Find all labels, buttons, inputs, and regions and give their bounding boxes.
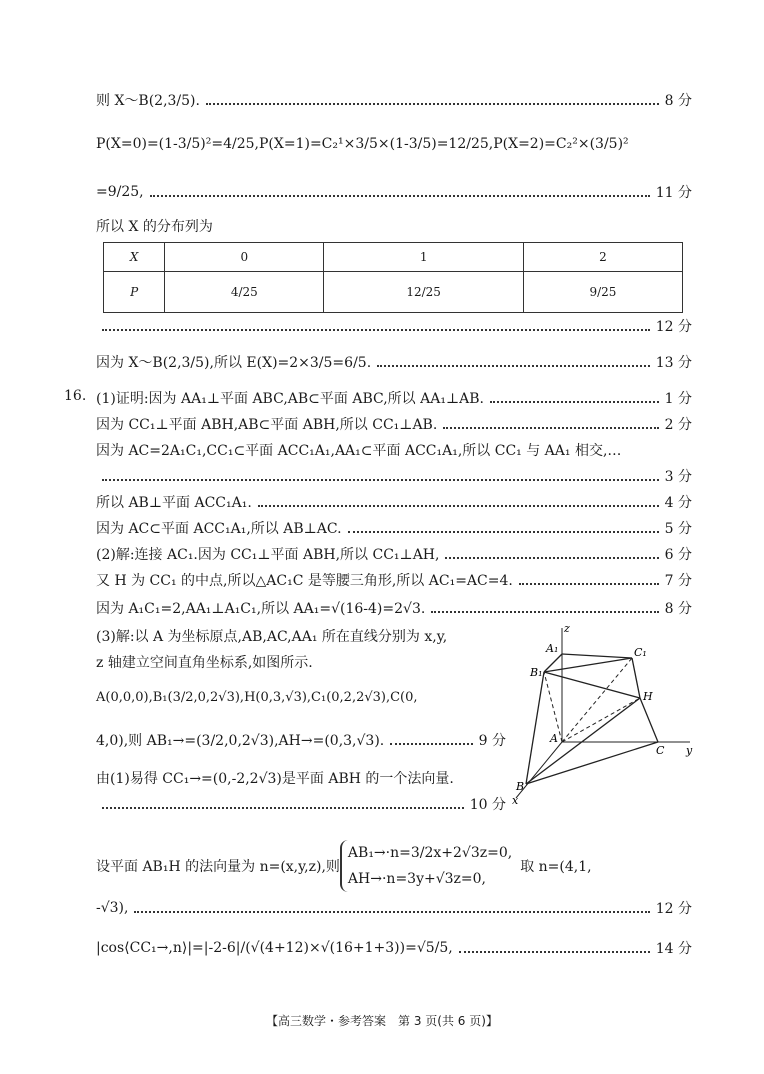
line-text: 所以 X 的分布列为 [96, 219, 213, 235]
score: 11 分 [655, 185, 692, 201]
label-a: A [550, 732, 558, 745]
table-cell: 9/25 [523, 272, 682, 313]
score: 2 分 [664, 417, 692, 433]
line-plane-normal-cont [96, 898, 692, 918]
leader-dots [150, 195, 650, 197]
score: 8 分 [664, 601, 692, 617]
edge-ac1 [562, 658, 632, 742]
score: 10 分 [469, 797, 506, 813]
line-proof-4 [96, 492, 692, 512]
label-x: x [512, 794, 519, 807]
line-coords-1 [96, 690, 516, 705]
label-b1: B₁ [530, 666, 543, 679]
table-cell: X [104, 243, 165, 272]
line-text: P(X=0)=(1-3/5)²=4/25,P(X=1)=C₂¹×3/5×(1-3/5)=12/25,P(X=2)=C₂²×(3/5)² [96, 136, 629, 152]
leader-dots [102, 479, 659, 481]
edge-bh [526, 698, 640, 784]
leader-dots [102, 329, 650, 331]
line-text: =9/25, [96, 184, 144, 200]
line-text: (3)解:以 A 为坐标原点,AB,AC,AA₁ 所在直线分别为 x,y, [96, 629, 448, 645]
score: 9 分 [478, 733, 506, 749]
score: 4 分 [664, 495, 692, 511]
line-probabilities [96, 136, 692, 152]
line-text: (2)解:连接 AC₁.因为 CC₁⊥平面 ABH,所以 CC₁⊥AH, [96, 547, 440, 563]
line-expectation [96, 352, 692, 372]
label-y: y [686, 744, 693, 757]
leader-dots [102, 807, 464, 809]
line-text: 又 H 为 CC₁ 的中点,所以△AC₁C 是等腰三角形,所以 AC₁=AC=4. [96, 573, 513, 589]
line-normal-vector [96, 768, 516, 788]
line-text: 由(1)易得 CC₁→=(0,-2,2√3)是平面 ABH 的一个法向量. [96, 771, 454, 787]
score: 5 分 [664, 521, 692, 537]
label-c1: C₁ [634, 646, 647, 659]
table-row [104, 272, 683, 313]
line-proof-5 [96, 518, 692, 538]
line-normal-score [96, 794, 506, 814]
table-cell: 0 [165, 243, 324, 272]
line-proof-1 [96, 388, 692, 408]
line-prob-cont [96, 182, 692, 202]
leader-dots [431, 611, 658, 613]
line-proof-3-score [96, 466, 692, 486]
leader-dots [490, 401, 659, 403]
score: 3 分 [664, 469, 692, 485]
score: 1 分 [664, 391, 692, 407]
score: 12 分 [655, 901, 692, 917]
leader-dots [390, 743, 472, 745]
geometry-figure [500, 620, 700, 810]
table-cell: 2 [523, 243, 682, 272]
edge-b1c1 [544, 658, 632, 672]
line-text: 因为 AC⊂平面 ACC₁A₁,所以 AB⊥AC. [96, 521, 342, 537]
equation-system [340, 840, 512, 892]
table-cell: 12/25 [324, 272, 524, 313]
line-text: 取 n=(4,1, [520, 859, 592, 875]
score: 12 分 [655, 319, 692, 335]
line-text: 因为 X～B(2,3/5),所以 E(X)=2×3/5=6/5. [96, 355, 372, 371]
line-text: |cos⟨CC₁→,n⟩|=|-2-6|/(√(4+12)×√(16+1+3))=√5/5, [96, 940, 453, 956]
line-part2-3 [96, 598, 692, 618]
page-footer: 【高三数学・参考答案 第 3 页(共 6 页)】 [266, 1014, 498, 1028]
table-cell: 4/25 [165, 272, 324, 313]
score: 7 分 [664, 573, 692, 589]
line-text: 因为 A₁C₁=2,AA₁⊥A₁C₁,所以 AA₁=√(16-4)=2√3. [96, 601, 426, 617]
line-plane-normal [96, 840, 692, 892]
line-text: 因为 CC₁⊥平面 ABH,AB⊂平面 ABH,所以 CC₁⊥AB. [96, 417, 438, 433]
table-cell: 1 [324, 243, 524, 272]
leader-dots [134, 911, 649, 913]
distribution-table [103, 242, 683, 313]
line-part3-1 [96, 626, 516, 646]
leader-dots [377, 365, 650, 367]
line-part2-2 [96, 570, 692, 590]
equation: AH→·n=3y+√3z=0, [347, 871, 487, 887]
line-cosine [96, 938, 692, 958]
score: 14 分 [655, 941, 692, 957]
line-text: 4,0),则 AB₁→=(3/2,0,2√3),AH→=(0,3,√3). [96, 733, 385, 749]
line-table-score [96, 316, 692, 336]
line-text: A(0,0,0),B₁(3/2,0,2√3),H(0,3,√3),C₁(0,2,2√3),C(0, [96, 690, 418, 705]
edge-b1h [544, 672, 640, 698]
edge-a1c1 [562, 654, 632, 658]
table-row [104, 243, 683, 272]
leader-dots [206, 103, 659, 105]
line-text: 所以 AB⊥平面 ACC₁A₁. [96, 495, 252, 511]
line-part2-1 [96, 544, 692, 564]
label-z: z [564, 622, 570, 635]
question-number: 16. [64, 388, 87, 404]
label-a1: A₁ [546, 642, 559, 655]
line-part3-2 [96, 652, 516, 672]
line-text: z 轴建立空间直角坐标系,如图所示. [96, 655, 313, 671]
label-h: H [643, 690, 653, 703]
leader-dots [459, 951, 650, 953]
edge-bc [526, 742, 658, 784]
edge-c1h [632, 658, 640, 698]
leader-dots [258, 505, 659, 507]
equation: AB₁→·n=3/2x+2√3z=0, [347, 845, 513, 861]
leader-dots [445, 557, 658, 559]
line-binomial [96, 90, 692, 110]
edge-hc [640, 698, 658, 742]
line-text: 设平面 AB₁H 的法向量为 n=(x,y,z),则 [96, 859, 340, 875]
line-coords-2 [96, 730, 506, 750]
score: 6 分 [664, 547, 692, 563]
leader-dots [348, 531, 659, 533]
line-text: 因为 AC=2A₁C₁,CC₁⊂平面 ACC₁A₁,AA₁⊂平面 ACC₁A₁,所以 CC₁ 与 AA₁ 相交,… [96, 443, 622, 459]
table-cell: P [104, 272, 165, 313]
label-c: C [656, 744, 665, 757]
line-text: -√3), [96, 900, 129, 916]
line-text: (1)证明:因为 AA₁⊥平面 ABC,AB⊂平面 ABC,所以 AA₁⊥AB. [96, 391, 484, 407]
line-text: 则 X～B(2,3/5). [96, 93, 200, 109]
score: 8 分 [664, 93, 692, 109]
score: 13 分 [655, 355, 692, 371]
edge-ah [562, 698, 640, 742]
leader-dots [519, 583, 659, 585]
line-proof-3 [96, 440, 692, 460]
leader-dots [443, 427, 658, 429]
label-b: B [516, 780, 525, 793]
line-proof-2 [96, 414, 692, 434]
line-dist-intro [96, 216, 692, 236]
